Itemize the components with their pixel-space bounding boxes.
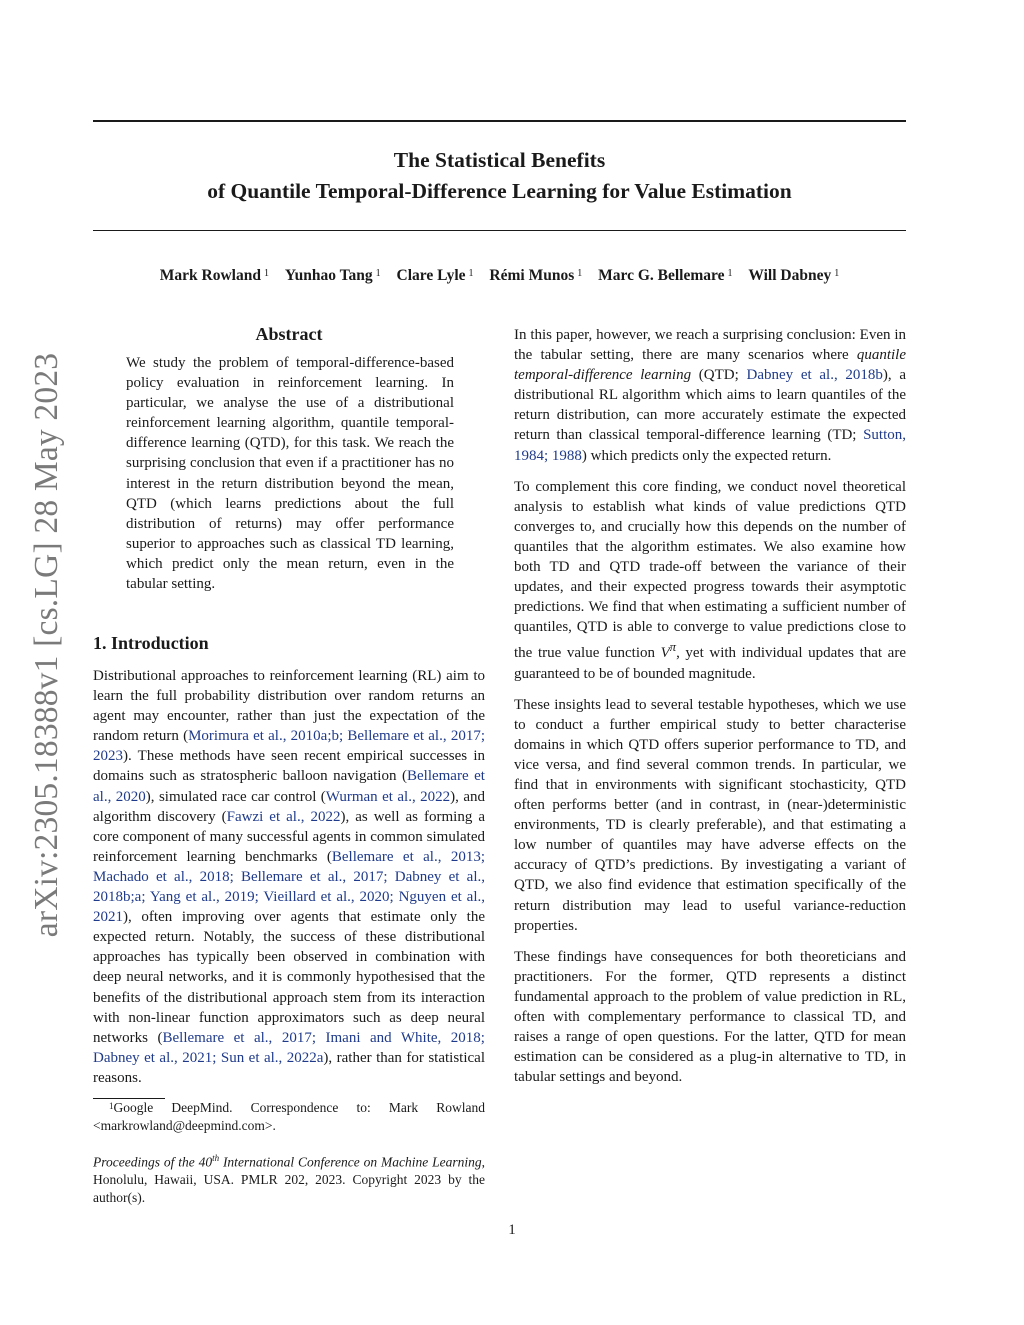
author: Will Dabney $^1$: [748, 267, 840, 284]
proceedings-note: Proceedings of the 40th International Conference on Machine Learning, Honolulu, Hawaii, USA. PMLR 202, 2023. Copyright 2023 by the author(s).: [93, 1153, 485, 1205]
author: Yunhao Tang $^1$: [284, 267, 381, 284]
citation-link[interactable]: Morimura et al., 2010a;b; Bellemare et al., 2017; 2023: [93, 728, 485, 765]
abstract-text: We study the problem of temporal-difference-based policy evaluation in reinforcement learning. In particular, we analyse the use of a distributional reinforcement learning algorithm, quantile temporal-difference learning (QTD), for this task. We reach the surprising conclusion that even if a practitioner has no interest in the return distribution beyond the mean, QTD (which learns predictions about the full distribution of returns) may offer performance superior to approaches such as classical TD learning, which predict only the mean return, even in the tabular setting.: [126, 355, 454, 593]
author: Clare Lyle $^1$: [396, 267, 474, 284]
section-heading-introduction: 1. Introduction: [93, 633, 209, 653]
citation-link[interactable]: Fawzi et al., 2022: [226, 808, 341, 825]
affiliation-footnote: $^1$Google DeepMind. Correspondence to: Mark Rowland <markrowland@deepmind.com>.: [93, 1100, 485, 1133]
page-number: 1: [508, 1222, 516, 1238]
citation-link[interactable]: Wurman et al., 2022: [325, 788, 451, 805]
intro-paragraph: Distributional approaches to reinforcement learning (RL) aim to learn the full probability distribution over random returns an agent may encounter, rather than just the expectation of the random return (Morimura et al., 2010a;b; Bellemare et al., 2017; 2023). These methods have seen recent empirical successes in domains such as stratospheric balloon navigation (Bellemare et al., 2020), simulated race car control (Wurman et al., 2022), and algorithm discovery (Fawzi et al., 2022), as well as forming a core component of many successful agents in common simulated reinforcement learning benchmarks (Bellemare et al., 2013; Machado et al., 2018; Bellemare et al., 2017; Dabney et al., 2018b;a; Yang et al., 2019; Vieillard et al., 2020; Nguyen et al., 2021), often improving over agents that estimate only the expected return. Notably, the success of these distributional approaches has typically been observed in combination with deep neural networks, and it is commonly hypothesised that the benefits of the distributional approach stem from its interaction with non-linear function approximators such as deep neural networks (Bellemare et al., 2017; Imani and White, 2018; Dabney et al., 2021; Sun et al., 2022a), rather than for statistical reasons.: [93, 668, 485, 1086]
body-paragraph: These insights lead to several testable hypotheses, which we use to conduct a further empirical study to better characterise domains in which QTD offers superior performance to TD, and vice versa, and find several common trends. In particular, we find that in environments with significant stochasticity, QTD often performs better (and in contrast, in (near-)deterministic environments, TD is clearly preferable), and that estimating a low number of quantiles may have adverse effects on the accuracy of QTD’s predictions. By investigating a variant of QTD, we also find evidence that estimation specifically of the return distribution may lead to useful variance-reduction properties.: [514, 696, 906, 934]
citation-link[interactable]: Dabney et al., 2018b: [746, 367, 883, 384]
author-list: [93, 264, 906, 288]
title-rule-bottom: [93, 230, 906, 231]
author: Rémi Munos $^1$: [489, 267, 583, 284]
arxiv-side-stamp: arXiv:2305.18388v1 [cs.LG] 28 May 2023: [28, 352, 65, 938]
abstract-heading: Abstract: [255, 324, 323, 344]
citation-link[interactable]: Bellemare et al., 2020: [93, 768, 485, 805]
citation-link[interactable]: Sutton, 1984; 1988: [514, 427, 906, 464]
body-paragraph: To complement this core finding, we conduct novel theoretical analysis to establish what kinds of value predictions QTD converges to, and crucially how this depends on the number of quantiles that the algorithm estimates. We also examine how both TD and QTD trade-off between the variance of their updates, and their expected progress towards their asymptotic predictions. We find that when estimating a sufficient number of quantiles, QTD is able to converge to value predictions close to the true value function $V^\pi$, yet with individual updates that are guaranteed to be of bounded magnitude.: [514, 478, 906, 682]
body-paragraph: These findings have consequences for both theoreticians and practitioners. For the former, QTD represents a distinct fundamental approach to the problem of value prediction in RL, often with complementary performance to classical TD, and raises a range of open questions. For the latter, QTD for mean estimation can be considered as a plug-in alternative to TD, in tabular settings and beyond.: [514, 948, 906, 1086]
citation-link[interactable]: Bellemare et al., 2017; Imani and White, 2018; Dabney et al., 2021; Sun et al., 2022a: [93, 1029, 485, 1066]
author: Marc G. Bellemare $^1$: [598, 267, 733, 284]
paper-title: [93, 145, 906, 207]
right-column: [514, 325, 906, 1087]
title-line-2: of Quantile Temporal-Difference Learning for Value Estimation: [207, 179, 792, 203]
author: Mark Rowland $^1$: [159, 267, 269, 284]
title-rule-top: [93, 120, 906, 122]
body-paragraph: In this paper, however, we reach a surprising conclusion: Even in the tabular setting, there are many scenarios where quantile temporal-difference learning (QTD; Dabney et al., 2018b), a distributional RL algorithm which aims to learn quantiles of the return distribution, can more accurately estimate the expected return than classical temporal-difference learning (TD; Sutton, 1984; 1988) which predicts only the expected return.: [514, 327, 906, 464]
title-line-1: The Statistical Benefits: [393, 148, 606, 172]
citation-link[interactable]: Bellemare et al., 2013; Machado et al., 2018; Bellemare et al., 2017; Dabney et al., 2018b;a; Yang et al., 2019; Vieillard et al., 2020; Nguyen et al., 2021: [93, 848, 485, 926]
